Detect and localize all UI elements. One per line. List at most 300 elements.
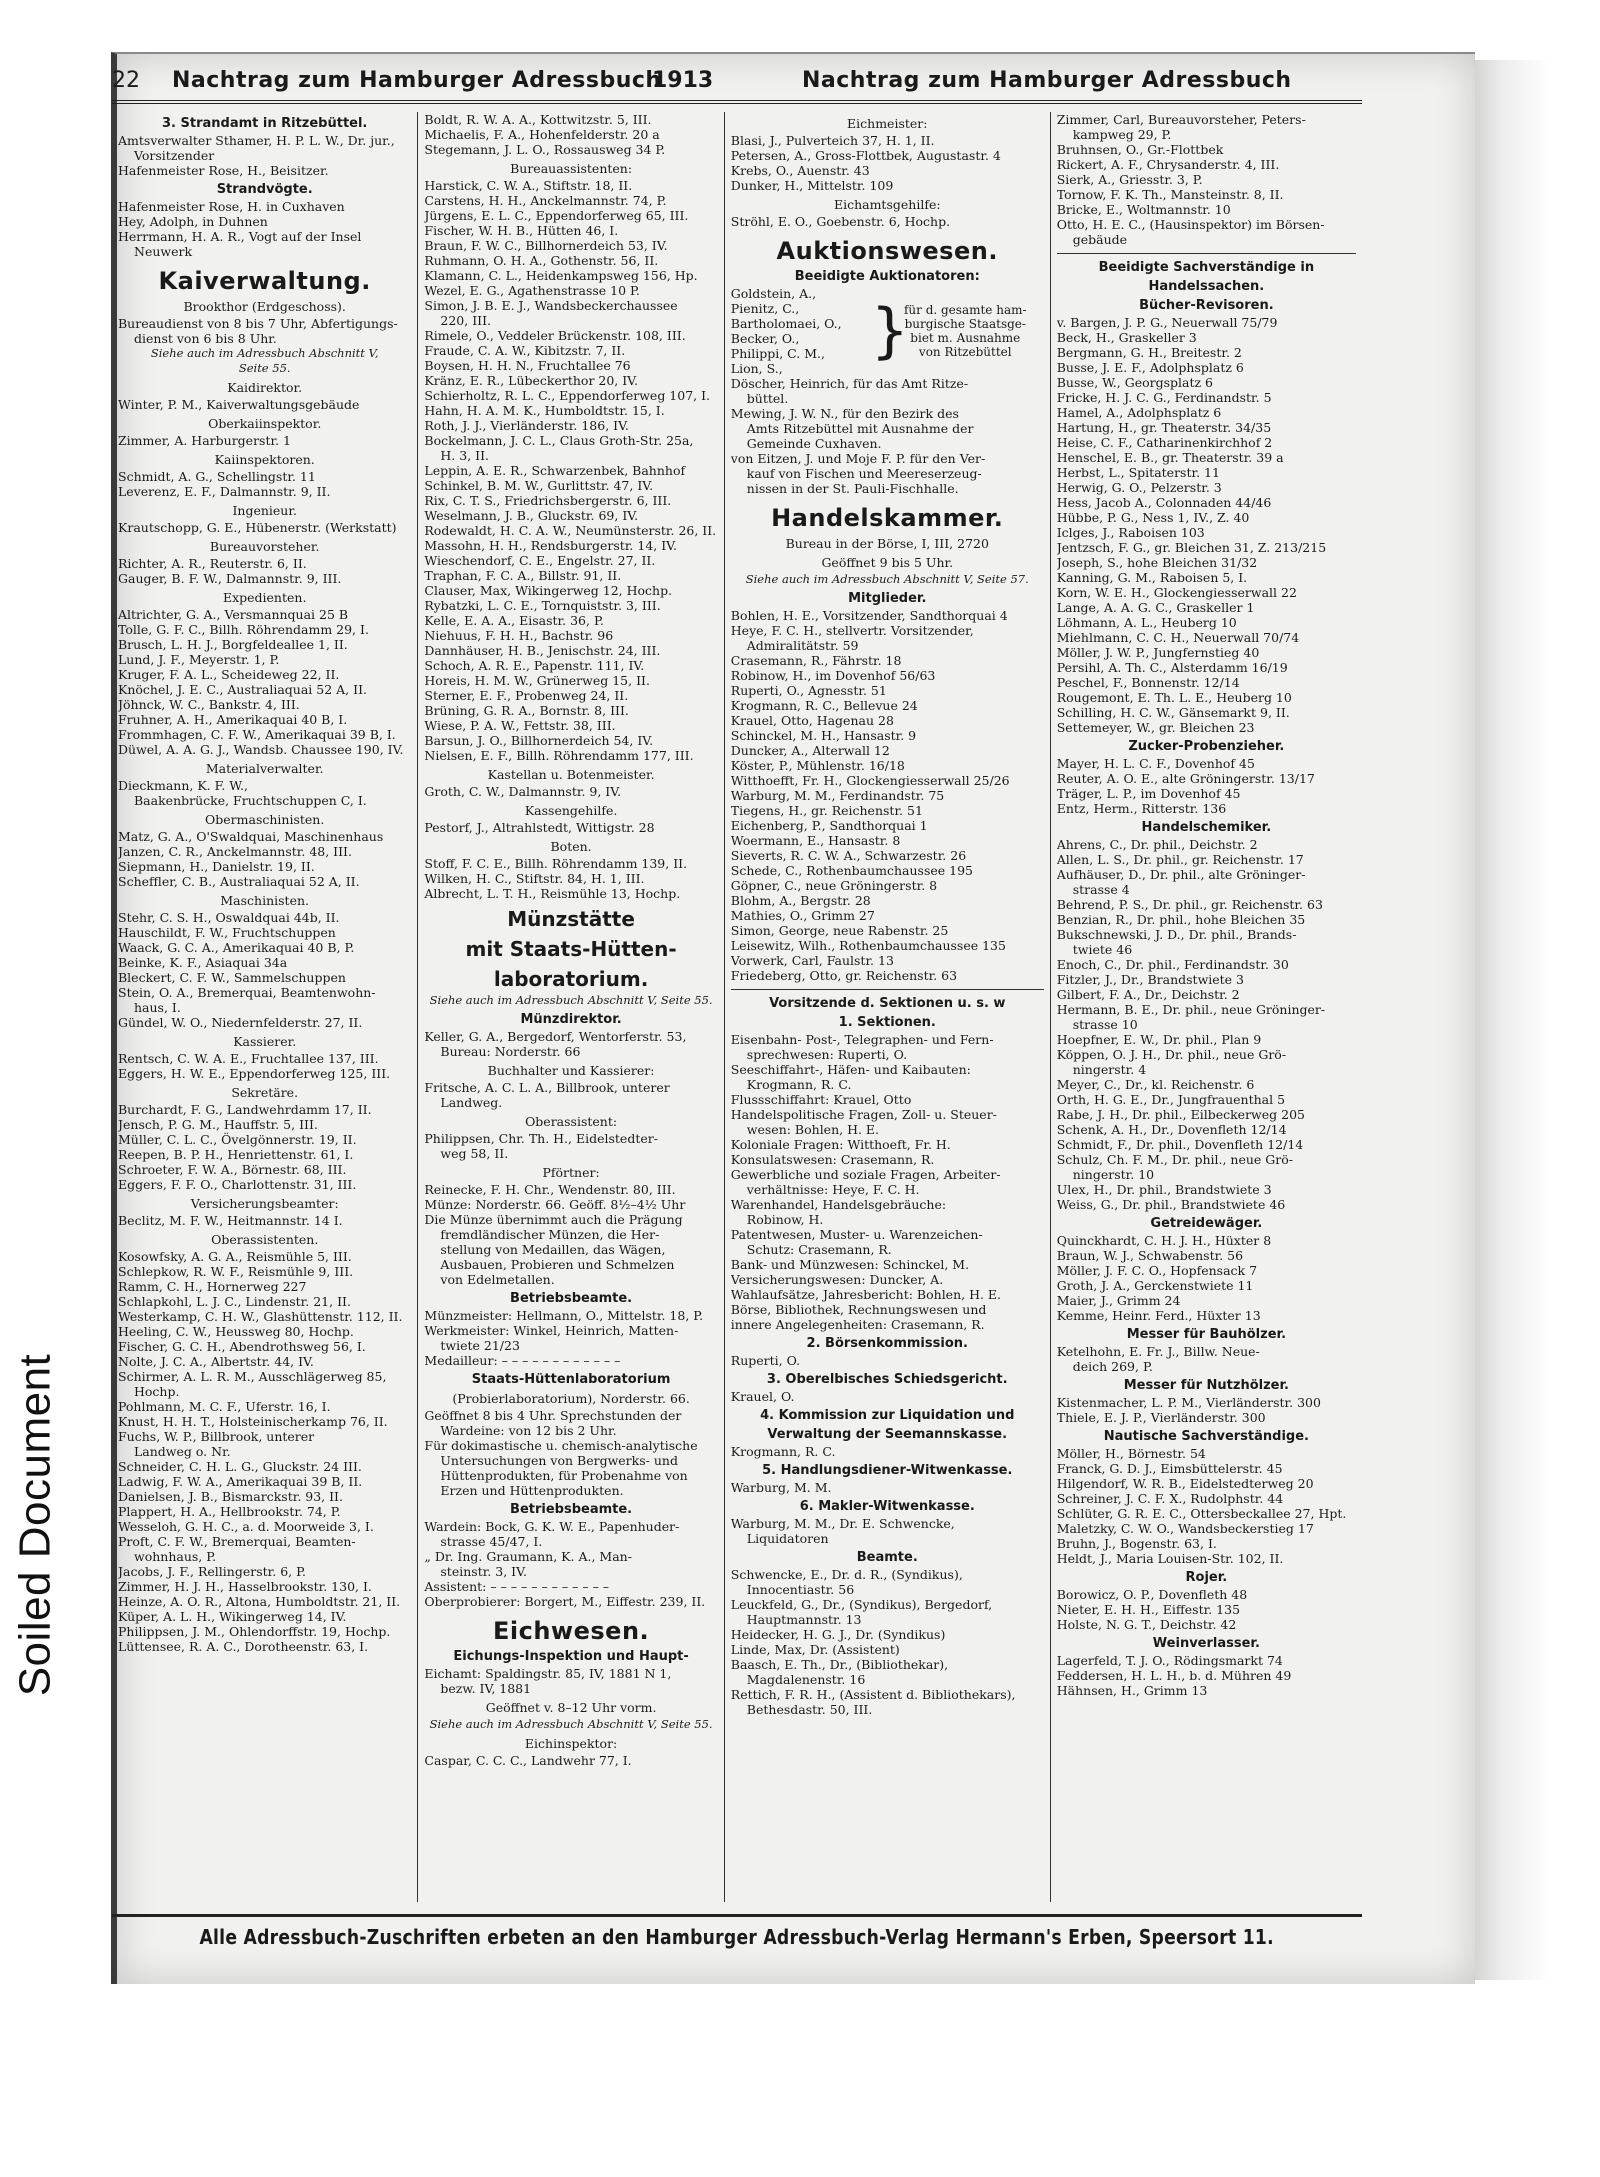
directory-entry: Franck, G. D. J., Eimsbüttelerstr. 45 xyxy=(1056,1461,1283,1476)
directory-entry: Wahlaufsätze, Jahresbericht: Bohlen, H. E. xyxy=(730,1287,1002,1302)
directory-entry: kauf von Fischen und Meereserzeug- xyxy=(746,466,982,481)
page-edge-shadow xyxy=(1469,60,1549,1980)
directory-entry: Beclitz, M. F. W., Heitmannstr. 14 I. xyxy=(118,1213,343,1228)
directory-entry: Boysen, H. H. N., Fruchtallee 76 xyxy=(424,358,631,373)
directory-entry: Quinckhardt, C. H. J. H., Hüxter 8 xyxy=(1056,1233,1272,1248)
directory-entry: Keller, G. A., Bergedorf, Wentorferstr. 53, xyxy=(424,1029,687,1044)
section-heading: Zucker-Probenzieher. xyxy=(1128,739,1285,754)
section-heading: Geöffnet v. 8–12 Uhr vorm. xyxy=(485,1700,657,1715)
directory-entry: Janzen, C. R., Anckelmannstr. 48, III. xyxy=(118,844,352,859)
directory-entry: Matz, G. A., O'Swaldquai, Maschinenhaus xyxy=(118,829,384,844)
directory-entry: Caspar, C. C. C., Landwehr 77, I. xyxy=(424,1753,632,1768)
stamp-label: Soiled Document xyxy=(10,1353,60,1697)
directory-entry: Nielsen, E. F., Billh. Röhrendamm 177, III. xyxy=(424,748,694,763)
section-heading: Kaiverwaltung. xyxy=(158,267,371,295)
directory-entry: Blohm, A., Bergstr. 28 xyxy=(730,893,871,908)
directory-entry: Wezel, E. G., Agathenstrasse 10 P. xyxy=(424,283,640,298)
section-heading: Materialverwalter. xyxy=(205,761,324,776)
directory-entry: Möller, J. W. P., Jungfernstieg 40 xyxy=(1056,645,1260,660)
directory-entry: Hess, Jacob A., Colonnaden 44/46 xyxy=(1056,495,1272,510)
directory-entry: Herbst, L., Spitaterstr. 11 xyxy=(1056,465,1220,480)
section-heading: Strandvögte. xyxy=(216,182,313,197)
section-heading: 3. Strandamt in Ritzebüttel. xyxy=(161,116,368,131)
directory-entry: Harstick, C. W. A., Stiftstr. 18, II. xyxy=(424,178,633,193)
directory-entry: Bricke, E., Woltmannstr. 10 xyxy=(1056,202,1231,217)
directory-entry: Ströhl, E. O., Goebenstr. 6, Hochp. xyxy=(730,214,951,229)
header-year: 1913 xyxy=(652,67,714,93)
directory-entry: Braun, F. W. C., Billhornerdeich 53, IV. xyxy=(424,238,668,253)
directory-entry: Amts Ritzebüttel mit Ausnahme der xyxy=(746,421,974,436)
directory-entry: Fitzler, J., Dr., Brandstwiete 3 xyxy=(1056,972,1245,987)
directory-entry: strasse 10 xyxy=(1072,1017,1138,1032)
directory-entry: Blasi, J., Pulverteich 37, H. 1, II. xyxy=(730,133,935,148)
section-heading: Getreidewäger. xyxy=(1150,1216,1263,1231)
directory-entry: Vorwerk, Carl, Faulstr. 13 xyxy=(730,953,894,968)
section-heading: Handelschemiker. xyxy=(1141,820,1272,835)
directory-entry: Orth, H. G. E., Dr., Jungfrauenthal 5 xyxy=(1056,1092,1286,1107)
directory-entry: Westerkamp, C. H. W., Glashüttenstr. 112, II. xyxy=(118,1309,403,1324)
curly-brace-glyph: } xyxy=(870,296,909,366)
directory-entry: Bockelmann, J. C. L., Claus Groth-Str. 25a, xyxy=(424,433,694,448)
directory-entry: Wesseloh, G. H. C., a. d. Moorweide 3, I. xyxy=(118,1519,374,1534)
directory-entry: Börse, Bibliothek, Rechnungswesen und xyxy=(730,1302,987,1317)
auctioneer-name: Goldstein, A., xyxy=(730,286,817,301)
directory-entry: Bureaudienst von 8 bis 7 Uhr, Abfertigungs- xyxy=(118,316,398,331)
directory-entry: Rettich, F. R. H., (Assistent d. Bibliothekars), xyxy=(730,1687,1016,1702)
directory-entry: verhältnisse: Heye, F. C. H. xyxy=(746,1182,920,1197)
directory-entry: Hilgendorf, W. R. B., Eidelstedterweg 20 xyxy=(1056,1476,1314,1491)
directory-entry: Albrecht, L. T. H., Reismühle 13, Hochp. xyxy=(424,886,681,901)
directory-entry: Leppin, A. E. R., Schwarzenbek, Bahnhof xyxy=(424,463,686,478)
directory-entry: Rabe, J. H., Dr. phil., Eilbeckerweg 205 xyxy=(1056,1107,1305,1122)
section-heading: 4. Kommission zur Liquidation und xyxy=(760,1408,1015,1423)
directory-entry: innere Angelegenheiten: Crasemann, R. xyxy=(730,1317,985,1332)
directory-entry: Köppen, O. J. H., Dr. phil., neue Grö- xyxy=(1056,1047,1287,1062)
cross-reference-note: Siehe auch im Adressbuch Abschnitt V, Seite 55. xyxy=(429,993,713,1007)
directory-entry: Neuwerk xyxy=(134,244,193,259)
directory-entry: Entz, Herm., Ritterstr. 136 xyxy=(1056,801,1227,816)
section-heading: 2. Börsenkommission. xyxy=(806,1336,968,1351)
directory-entry: Schwencke, E., Dr. d. R., (Syndikus), xyxy=(730,1567,963,1582)
section-heading: Kastellan u. Botenmeister. xyxy=(487,767,655,782)
section-heading: Handelssachen. xyxy=(1148,279,1265,294)
directory-entry: Roth, J. J., Vierländerstr. 186, IV. xyxy=(424,418,629,433)
directory-entry: Plappert, H. A., Hellbrookstr. 74, P. xyxy=(118,1504,341,1519)
directory-entry: Ausbauen, Probieren und Schmelzen xyxy=(440,1257,675,1272)
directory-entry: Kemme, Heinr. Ferd., Hüxter 13 xyxy=(1056,1308,1261,1323)
page-footer xyxy=(112,1914,1362,1957)
directory-entry: Jöhnck, W. C., Bankstr. 4, III. xyxy=(118,697,300,712)
directory-entry: von Edelmetallen. xyxy=(440,1272,555,1287)
directory-entry: Bukschnewski, J. D., Dr. phil., Brands- xyxy=(1056,927,1297,942)
directory-entry: Kistenmacher, L. P. M., Vierländerstr. 300 xyxy=(1056,1395,1321,1410)
directory-entry: Lange, A. A. G. C., Graskeller 1 xyxy=(1056,600,1255,615)
directory-entry: Leverenz, E. F., Dalmannstr. 9, II. xyxy=(118,484,331,499)
directory-entry: Lagerfeld, T. J. O., Rödingsmarkt 74 xyxy=(1056,1653,1283,1668)
directory-entry: Seeschiffahrt-, Häfen- und Kaibauten: xyxy=(730,1062,971,1077)
directory-entry: Zimmer, H. J. H., Hasselbrookstr. 130, I. xyxy=(118,1579,372,1594)
directory-entry: Liquidatoren xyxy=(746,1531,829,1546)
section-heading: Kassierer. xyxy=(233,1034,297,1049)
section-heading: Boten. xyxy=(550,839,592,854)
directory-entry: Eggers, F. F. O., Charlottenstr. 31, III. xyxy=(118,1177,357,1192)
directory-entry: Stehr, C. S. H., Oswaldquai 44b, II. xyxy=(118,910,340,925)
directory-entry: Gemeinde Cuxhaven. xyxy=(746,436,882,451)
directory-entry: Petersen, A., Gross-Flottbek, Augustastr. 4 xyxy=(730,148,1001,163)
section-heading: Beeidigte Auktionatoren: xyxy=(794,269,980,284)
directory-entry: „ Dr. Ing. Graumann, K. A., Man- xyxy=(424,1549,632,1564)
directory-entry: Frommhagen, C. F. W., Amerikaquai 39 B, I. xyxy=(118,727,396,742)
directory-entry: steinstr. 3, IV. xyxy=(440,1564,527,1579)
header-title-right: Nachtrag zum Hamburger Adressbuch xyxy=(802,67,1292,93)
directory-entry: Crasemann, R., Fährstr. 18 xyxy=(730,653,902,668)
directory-entry: Rybatzki, L. C. E., Tornquiststr. 3, III. xyxy=(424,598,661,613)
section-heading: Bureauvorsteher. xyxy=(209,539,320,554)
directory-entry: Schutz: Crasemann, R. xyxy=(746,1242,892,1257)
section-heading: Betriebsbeamte. xyxy=(510,1502,633,1517)
directory-entry: Münze: Norderstr. 66. Geöff. 8½–4½ Uhr xyxy=(424,1197,686,1212)
directory-entry: Vorsitzender xyxy=(134,148,215,163)
directory-entry: Korn, W. E. H., Glockengiesserwall 22 xyxy=(1056,585,1297,600)
directory-entry: Schmidt, F., Dr. phil., Dovenfleth 12/14 xyxy=(1056,1137,1304,1152)
directory-entry: Weselmann, J. B., Gluckstr. 69, IV. xyxy=(424,508,639,523)
directory-entry: Otto, H. E. C., (Hausinspektor) im Börsen- xyxy=(1056,217,1325,232)
directory-entry: v. Bargen, J. P. G., Neuerwall 75/79 xyxy=(1056,315,1278,330)
directory-entry: Leisewitz, Wilh., Rothenbaumchaussee 135 xyxy=(730,938,1006,953)
directory-entry: Eichamt: Spaldingstr. 85, IV, 1881 N 1, xyxy=(424,1666,672,1681)
directory-entry: Hermann, B. E., Dr. phil., neue Gröninger- xyxy=(1056,1002,1326,1017)
directory-entry: Schlüter, G. R. E. C., Ottersbeckallee 27, Hpt. xyxy=(1056,1506,1347,1521)
directory-entry: Knust, H. H. T., Holsteinischerkamp 76, II. xyxy=(118,1414,388,1429)
directory-entry: Simon, J. B. E. J., Wandsbeckerchaussee xyxy=(424,298,678,313)
directory-entry: Schilling, H. C. W., Gänsemarkt 9, II. xyxy=(1056,705,1290,720)
directory-entry: Hafenmeister Rose, H. in Cuxhaven xyxy=(118,199,345,214)
directory-entry: wesen: Bohlen, H. E. xyxy=(746,1122,880,1137)
directory-entry: gebäude xyxy=(1072,232,1128,247)
directory-entry: Eggers, H. W. E., Eppendorferweg 125, III. xyxy=(118,1066,391,1081)
directory-entry: Gewerbliche und soziale Fragen, Arbeiter- xyxy=(730,1167,1001,1182)
auctioneer-name: Pienitz, C., xyxy=(730,301,800,316)
directory-entry: Ladwig, F. W. A., Amerikaquai 39 B, II. xyxy=(118,1474,363,1489)
directory-entry: Maletzky, C. W. O., Wandsbeckerstieg 17 xyxy=(1056,1521,1314,1536)
directory-entry: Holste, N. G. T., Deichstr. 42 xyxy=(1056,1617,1237,1632)
directory-entry: H. 3, II. xyxy=(440,448,489,463)
section-heading: Oberkaiinspektor. xyxy=(208,416,322,431)
directory-entry: Siepmann, H., Danielstr. 19, II. xyxy=(118,859,315,874)
directory-entry: Schede, C., Rothenbaumchaussee 195 xyxy=(730,863,974,878)
section-heading: Sekretäre. xyxy=(231,1085,299,1100)
directory-entry: Braun, W. J., Schwabenstr. 56 xyxy=(1056,1248,1244,1263)
section-heading: Ingenieur. xyxy=(232,503,297,518)
section-heading: Geöffnet 9 bis 5 Uhr. xyxy=(821,555,954,570)
directory-entry: Pestorf, J., Altrahlstedt, Wittigstr. 28 xyxy=(424,820,655,835)
directory-entry: Rougemont, E. Th. L. E., Heuberg 10 xyxy=(1056,690,1292,705)
directory-entry: Schulz, Ch. F. M., Dr. phil., neue Grö- xyxy=(1056,1152,1294,1167)
directory-entry: Fritsche, A. C. L. A., Billbrook, unterer xyxy=(424,1080,670,1095)
directory-entry: Mayer, H. L. C. F., Dovenhof 45 xyxy=(1056,756,1255,771)
column-4 xyxy=(1051,112,1362,1902)
section-heading: Beeidigte Sachverständige in xyxy=(1098,260,1315,275)
directory-entry: Geöffnet 8 bis 4 Uhr. Sprechstunden der xyxy=(424,1408,682,1423)
directory-entry: Krogmann, R. C. xyxy=(746,1077,852,1092)
directory-entry: Proft, C. F. W., Bremerquai, Beamten- xyxy=(118,1534,356,1549)
directory-entry: Duncker, A., Alterwall 12 xyxy=(730,743,890,758)
directory-entry: Koloniale Fragen: Witthoeft, Fr. H. xyxy=(730,1137,951,1152)
directory-entry: Ketelhohn, E. Fr. J., Billw. Neue- xyxy=(1056,1344,1260,1359)
auctioneer-jurisdiction xyxy=(887,303,1044,359)
directory-entry: Ruhmann, O. H. A., Gothenstr. 56, II. xyxy=(424,253,659,268)
directory-entry: Hartung, H., gr. Theaterstr. 34/35 xyxy=(1056,420,1272,435)
section-heading: Eichinspektor: xyxy=(524,1736,618,1751)
directory-entry: Woermann, E., Hansastr. 8 xyxy=(730,833,901,848)
directory-entry: Beinke, K. F., Asiaquai 34a xyxy=(118,955,288,970)
directory-entry: Traphan, F. C. A., Billstr. 91, II. xyxy=(424,568,622,583)
directory-entry: Hüttenprodukten, für Probenahme von xyxy=(440,1468,688,1483)
directory-entry: Carstens, H. H., Anckelmannstr. 74, P. xyxy=(424,193,667,208)
directory-entry: Müller, C. L. C., Övelgönnerstr. 19, II. xyxy=(118,1132,357,1147)
section-heading: Münzdirektor. xyxy=(520,1012,622,1027)
section-heading: Kaiinspektoren. xyxy=(214,452,315,467)
directory-entry: Handelspolitische Fragen, Zoll- u. Steuer- xyxy=(730,1107,997,1122)
directory-entry: Behrend, P. S., Dr. phil., gr. Reichenstr. 63 xyxy=(1056,897,1323,912)
directory-entry: Tolle, G. F. C., Billh. Röhrendamm 29, I. xyxy=(118,622,369,637)
directory-entry: Herrmann, H. A. R., Vogt auf der Insel xyxy=(118,229,362,244)
directory-entry: Göpner, C., neue Gröningerstr. 8 xyxy=(730,878,938,893)
directory-entry: Jentzsch, F. G., gr. Bleichen 31, Z. 213/215 xyxy=(1056,540,1327,555)
section-divider xyxy=(1057,253,1356,254)
directory-entry: Amtsverwalter Sthamer, H. P. L. W., Dr. jur., xyxy=(118,133,395,148)
directory-entry: Kelle, E. A. A., Eisastr. 36, P. xyxy=(424,613,604,628)
directory-entry: Nieter, E. H. H., Eiffestr. 135 xyxy=(1056,1602,1241,1617)
section-heading: Bureauassistenten: xyxy=(510,161,633,176)
directory-entry: Krauel, O. xyxy=(730,1389,795,1404)
directory-entry: Burchardt, F. G., Landwehrdamm 17, II. xyxy=(118,1102,372,1117)
directory-entry: Michaelis, F. A., Hohenfelderstr. 20 a xyxy=(424,127,660,142)
directory-entry: Groth, J. A., Gerckenstwiete 11 xyxy=(1056,1278,1254,1293)
directory-entry: Rimele, O., Veddeler Brückenstr. 108, III. xyxy=(424,328,686,343)
directory-entry: Hübbe, P. G., Ness 1, IV., Z. 40 xyxy=(1056,510,1250,525)
directory-entry: Konsulatswesen: Crasemann, R. xyxy=(730,1152,935,1167)
directory-entry: Mewing, J. W. N., für den Bezirk des xyxy=(730,406,959,421)
directory-entry: von Eitzen, J. und Moje F. P. für den Ver- xyxy=(730,451,986,466)
directory-entry: Ruperti, O. xyxy=(730,1353,801,1368)
directory-entry: Untersuchungen von Bergwerks- und xyxy=(440,1453,678,1468)
auctioneer-name: Becker, O., xyxy=(730,331,800,346)
section-divider xyxy=(731,989,1044,990)
directory-entry: Düwel, A. A. G. J., Wandsb. Chaussee 190, IV. xyxy=(118,742,404,757)
directory-entry: Sieverts, R. C. W. A., Schwarzestr. 26 xyxy=(730,848,967,863)
directory-entry: Schinkel, B. M. W., Gurlittstr. 47, IV. xyxy=(424,478,654,493)
directory-entry: Philippsen, J. M., Ohlendorffstr. 19, Hochp. xyxy=(118,1624,391,1639)
directory-entry: Rix, C. T. S., Friedrichsbergerstr. 6, III. xyxy=(424,493,672,508)
directory-entry: Bruhn, J., Bogenstr. 63, I. xyxy=(1056,1536,1217,1551)
directory-entry: Kosowfsky, A. G. A., Reismühle 5, III. xyxy=(118,1249,352,1264)
directory-entry: Massohn, H. H., Rendsburgerstr. 14, IV. xyxy=(424,538,677,553)
directory-entry: Witthoefft, Fr. H., Glockengiesserwall 25/26 xyxy=(730,773,1010,788)
directory-entry: Simon, George, neue Rabenstr. 25 xyxy=(730,923,949,938)
directory-entry: Settemeyer, W., gr. Bleichen 23 xyxy=(1056,720,1255,735)
cross-reference-note: Seite 55. xyxy=(238,361,291,375)
directory-entry: Hamel, A., Adolphsplatz 6 xyxy=(1056,405,1222,420)
directory-entry: Clauser, Max, Wikingerweg 12, Hochp. xyxy=(424,583,673,598)
directory-entry: Schoch, A. R. E., Papenstr. 111, IV. xyxy=(424,658,645,673)
directory-entry: Schmidt, A. G., Schellingstr. 11 xyxy=(118,469,316,484)
directory-entry: Fischer, G. C. H., Abendrothsweg 56, I. xyxy=(118,1339,366,1354)
directory-entry: Münzmeister: Hellmann, O., Mittelstr. 18, P. xyxy=(424,1308,704,1323)
directory-entry: Bethesdastr. 50, III. xyxy=(746,1702,873,1717)
directory-entry: Bank- und Münzwesen: Schinckel, M. xyxy=(730,1257,970,1272)
section-heading: Bücher-Revisoren. xyxy=(1139,298,1274,313)
directory-entry: Schirmer, A. L. R. M., Ausschlägerweg 85, xyxy=(118,1369,387,1384)
directory-entry: fremdländischer Münzen, die Her- xyxy=(440,1227,660,1242)
directory-entry: Dieckmann, K. F. W., xyxy=(118,778,248,793)
directory-entry: büttel. xyxy=(746,391,789,406)
columns-container xyxy=(112,112,1362,1902)
directory-entry: bezw. IV, 1881 xyxy=(440,1681,532,1696)
cross-reference-note: Siehe auch im Adressbuch Abschnitt V, Seite 55. xyxy=(429,1717,713,1731)
directory-entry: Busse, W., Georgsplatz 6 xyxy=(1056,375,1214,390)
directory-entry: Lund, J. F., Meyerstr. 1, P. xyxy=(118,652,280,667)
directory-entry: Hauptmannstr. 13 xyxy=(746,1612,862,1627)
directory-entry: Schenk, A. H., Dr., Dovenfleth 12/14 xyxy=(1056,1122,1287,1137)
directory-entry: Ahrens, C., Dr. phil., Deichstr. 2 xyxy=(1056,837,1258,852)
directory-entry: Scheffler, C. B., Australiaquai 52 A, II. xyxy=(118,874,360,889)
directory-entry: Weiss, G., Dr. phil., Brandstwiete 46 xyxy=(1056,1197,1286,1212)
directory-entry: Krauel, Otto, Hagenau 28 xyxy=(730,713,894,728)
directory-entry: Dunker, H., Mittelstr. 109 xyxy=(730,178,894,193)
directory-entry: Eisenbahn- Post-, Telegraphen- und Fern- xyxy=(730,1032,994,1047)
directory-entry: Fricke, H. J. C. G., Ferdinandstr. 5 xyxy=(1056,390,1272,405)
directory-entry: Mathies, O., Grimm 27 xyxy=(730,908,875,923)
directory-entry: Winter, P. M., Kaiverwaltungsgebäude xyxy=(118,397,360,412)
directory-entry: Fuchs, W. P., Billbrook, unterer xyxy=(118,1429,315,1444)
directory-entry: Brusch, L. H. J., Borgfeldeallee 1, II. xyxy=(118,637,348,652)
directory-entry: Reuter, A. O. E., alte Gröningerstr. 13/17 xyxy=(1056,771,1315,786)
directory-entry: Träger, L. P., im Dovenhof 45 xyxy=(1056,786,1241,801)
section-heading: Vorsitzende d. Sektionen u. s. w xyxy=(769,996,1006,1011)
directory-entry: Gilbert, F. A., Dr., Deichstr. 2 xyxy=(1056,987,1240,1002)
section-heading: Eichungs-Inspektion und Haupt- xyxy=(453,1649,689,1664)
directory-entry: Warenhandel, Handelsgebräuche: xyxy=(730,1197,947,1212)
directory-entry: Sierk, A., Griesstr. 3, P. xyxy=(1056,172,1203,187)
directory-entry: haus, I. xyxy=(134,1000,181,1015)
directory-entry: Heise, C. F., Catharinenkirchhof 2 xyxy=(1056,435,1273,450)
section-heading: Kaidirektor. xyxy=(227,380,303,395)
directory-entry: Leuckfeld, G., Dr., (Syndikus), Bergedorf, xyxy=(730,1597,993,1612)
directory-entry: Hey, Adolph, in Duhnen xyxy=(118,214,268,229)
directory-entry: Möller, H., Börnestr. 54 xyxy=(1056,1446,1206,1461)
directory-entry: twiete 46 xyxy=(1072,942,1133,957)
section-heading: 5. Handlungsdiener-Witwenkasse. xyxy=(762,1463,1013,1478)
directory-entry: Schlepkow, R. W. F., Reismühle 9, III. xyxy=(118,1264,354,1279)
section-heading: Messer für Bauhölzer. xyxy=(1126,1327,1287,1342)
directory-entry: Köster, P., Mühlenstr. 16/18 xyxy=(730,758,905,773)
section-heading: 1. Sektionen. xyxy=(838,1015,936,1030)
directory-entry: Bureau: Norderstr. 66 xyxy=(440,1044,581,1059)
directory-entry: Altrichter, G. A., Versmannquai 25 B xyxy=(118,607,349,622)
directory-entry: stellung von Medaillen, das Wägen, xyxy=(440,1242,666,1257)
directory-entry: Richter, A. R., Reuterstr. 6, II. xyxy=(118,556,307,571)
directory-entry: Küper, A. L. H., Wikingerweg 14, IV. xyxy=(118,1609,347,1624)
directory-entry: Boldt, R. W. A. A., Kottwitzstr. 5, III. xyxy=(424,112,652,127)
directory-entry: Kränz, E. R., Lübeckerthor 20, IV. xyxy=(424,373,638,388)
section-heading: Staats-Hüttenlaboratorium xyxy=(471,1372,671,1387)
directory-entry: Tornow, F. K. Th., Mansteinstr. 8, II. xyxy=(1056,187,1284,202)
directory-entry: Philippsen, Chr. Th. H., Eidelstedter- xyxy=(424,1131,658,1146)
jurisdiction-line: für d. gesamte ham- xyxy=(903,303,1027,317)
directory-entry: Joseph, S., hohe Bleichen 31/32 xyxy=(1056,555,1258,570)
directory-entry: Heye, F. C. H., stellvertr. Vorsitzender, xyxy=(730,623,974,638)
directory-entry: wohnhaus, P. xyxy=(134,1549,217,1564)
directory-entry: Iclges, J., Raboisen 103 xyxy=(1056,525,1205,540)
directory-entry: Wilken, H. C., Stiftstr. 84, H. 1, III. xyxy=(424,871,645,886)
section-heading: Auktionswesen. xyxy=(776,237,998,265)
directory-entry: Zimmer, Carl, Bureauvorsteher, Peters- xyxy=(1056,112,1306,127)
section-heading: Kassengehilfe. xyxy=(524,803,618,818)
directory-entry: Bleckert, C. F. W., Sammelschuppen xyxy=(118,970,346,985)
auctioneers-group xyxy=(731,286,1044,376)
directory-entry: Hoepfner, E. W., Dr. phil., Plan 9 xyxy=(1056,1032,1262,1047)
section-heading: Brookthor (Erdgeschoss). xyxy=(183,299,346,314)
section-heading: Eichmeister: xyxy=(847,116,928,131)
directory-entry: Waack, G. C. A., Amerikaquai 40 B, P. xyxy=(118,940,355,955)
jurisdiction-line: burgische Staatsge- xyxy=(904,317,1026,331)
directory-entry: Bohlen, H. E., Vorsitzender, Sandthorquai 4 xyxy=(730,608,1008,623)
directory-entry: Reinecke, F. H. Chr., Wendenstr. 80, III. xyxy=(424,1182,676,1197)
directory-entry: Danielsen, J. B., Bismarckstr. 93, II. xyxy=(118,1489,343,1504)
section-heading: Maschinisten. xyxy=(220,893,309,908)
cross-reference-note: Siehe auch im Adressbuch Abschnitt V, Seite 57. xyxy=(745,572,1029,586)
section-heading: Messer für Nutzhölzer. xyxy=(1123,1378,1289,1393)
directory-entry: Henschel, E. B., gr. Theaterstr. 39 a xyxy=(1056,450,1284,465)
directory-entry: Miehlmann, C. C. H., Neuerwall 70/74 xyxy=(1056,630,1300,645)
column-1 xyxy=(112,112,418,1902)
section-heading: Verwaltung der Seemannskasse. xyxy=(767,1427,1008,1442)
directory-entry: Admiralitätstr. 59 xyxy=(746,638,859,653)
directory-entry: Möller, J. F. C. O., Hopfensack 7 xyxy=(1056,1263,1258,1278)
directory-entry: Baasch, E. Th., Dr., (Bibliothekar), xyxy=(730,1657,949,1672)
directory-entry: Meyer, C., Dr., kl. Reichenstr. 6 xyxy=(1056,1077,1255,1092)
directory-entry: Erzen und Hüttenprodukten. xyxy=(440,1483,624,1498)
directory-entry: ningerstr. 4 xyxy=(1072,1062,1147,1077)
directory-entry: Brüning, G. R. A., Bornstr. 8, III. xyxy=(424,703,629,718)
directory-entry: Aufhäuser, D., Dr. phil., alte Gröninger- xyxy=(1056,867,1306,882)
directory-entry: Fischer, W. H. B., Hütten 46, I. xyxy=(424,223,619,238)
directory-entry: strasse 45/47, I. xyxy=(440,1534,543,1549)
directory-entry: Krebs, O., Auenstr. 43 xyxy=(730,163,870,178)
directory-entry: twiete 21/23 xyxy=(440,1338,520,1353)
directory-entry: Hochp. xyxy=(134,1384,180,1399)
directory-entry: Sterner, E. F., Probenweg 24, II. xyxy=(424,688,629,703)
directory-entry: Knöchel, J. E. C., Australiaquai 52 A, II. xyxy=(118,682,367,697)
directory-entry: Tiegens, H., gr. Reichenstr. 51 xyxy=(730,803,923,818)
directory-entry: dienst von 6 bis 8 Uhr. xyxy=(134,331,277,346)
section-heading: Obermaschinisten. xyxy=(205,812,325,827)
section-heading: 3. Oberelbisches Schiedsgericht. xyxy=(766,1372,1008,1387)
directory-entry: Dannhäuser, H. B., Jenischstr. 24, III. xyxy=(424,643,661,658)
directory-entry: Ramm, C. H., Hornerweg 227 xyxy=(118,1279,307,1294)
section-heading: 6. Makler-Witwenkasse. xyxy=(799,1499,975,1514)
directory-entry: 220, III. xyxy=(440,313,491,328)
directory-entry: Gauger, B. F. W., Dalmannstr. 9, III. xyxy=(118,571,342,586)
directory-entry: Fruhner, A. H., Amerikaquai 40 B, I. xyxy=(118,712,348,727)
directory-entry: Beck, H., Graskeller 3 xyxy=(1056,330,1197,345)
directory-entry: Die Münze übernimmt auch die Prägung xyxy=(424,1212,683,1227)
directory-entry: Assistent: – – – – – – – – – – – – xyxy=(424,1579,610,1594)
directory-entry: Thiele, E. J. P., Vierländerstr. 300 xyxy=(1056,1410,1266,1425)
directory-entry: Schierholtz, R. L. C., Eppendorferweg 107, I. xyxy=(424,388,711,403)
directory-entry: Hafenmeister Rose, H., Beisitzer. xyxy=(118,163,329,178)
